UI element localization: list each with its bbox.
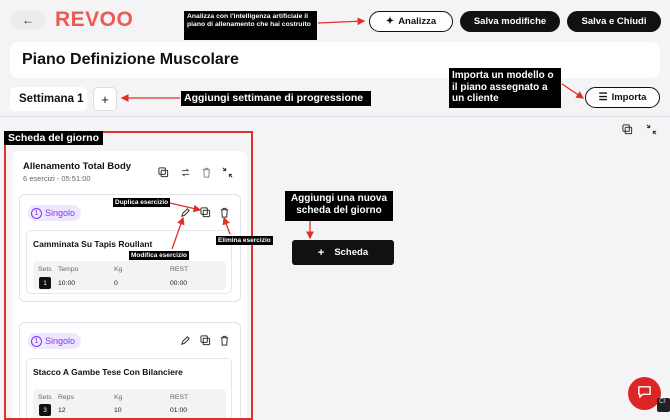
day-title: Allenamento Total Body <box>23 161 132 172</box>
layers-icon: ☰ <box>598 92 608 103</box>
kg-value: 0 <box>114 280 118 287</box>
col-reps: Reps <box>58 394 74 401</box>
arrow-left-icon: ← <box>22 13 34 27</box>
logo: REVOO <box>55 8 134 31</box>
col-rest: REST <box>170 394 189 401</box>
plus-icon: + <box>317 246 325 259</box>
magic-wand-icon: ✦ <box>385 16 395 27</box>
chat-bubble-icon <box>637 384 652 404</box>
annotation-add-day: Aggiungi una nuova scheda del giorno <box>285 191 393 221</box>
import-button[interactable]: ☰ Importa <box>585 87 660 108</box>
col-kg: Kg <box>114 266 123 273</box>
divider <box>0 116 670 117</box>
annotation-edit: Modifica esercizio <box>131 252 187 259</box>
annotation-duplicate: Duplica esercizio <box>115 199 169 206</box>
col-tempo: Tempo <box>58 266 79 273</box>
kg-value: 10 <box>114 407 122 414</box>
plan-title: Piano Definizione Muscolare <box>22 51 239 68</box>
rest-value: 01:00 <box>170 407 188 414</box>
save-close-button[interactable]: Salva e Chiudi <box>567 11 661 32</box>
add-day-button[interactable]: + Scheda <box>292 240 394 265</box>
reps-value: 12 <box>58 407 66 414</box>
annotation-frame <box>4 131 253 420</box>
sets-value: 3 <box>39 404 51 416</box>
col-kg: Kg <box>114 394 123 401</box>
tempo-value: 10:00 <box>58 280 76 287</box>
add-week-button[interactable]: + <box>93 87 117 111</box>
corner-tab[interactable]: Cl <box>657 398 670 412</box>
exercise-type-badge: 1 Singolo <box>28 205 81 221</box>
annotation-analyze: Analizza con l'intelligenza artificiale il piano di allenamento che hai costruito <box>184 11 317 40</box>
col-rest: REST <box>170 266 189 273</box>
tab-week-1[interactable]: Settimana 1 <box>10 87 87 111</box>
arrow-import <box>562 84 583 98</box>
arrow-analyze <box>318 21 364 23</box>
exercise-name: Stacco A Gambe Tese Con Bilanciere <box>33 367 183 377</box>
save-button[interactable]: Salva modifiche <box>460 11 560 32</box>
exercise-type-badge: 1 Singolo <box>28 333 81 349</box>
copy-icon[interactable] <box>621 123 633 135</box>
annotation-add-weeks: Aggiungi settimane di progressione <box>181 91 371 106</box>
plan-title-card[interactable] <box>10 42 660 78</box>
collapse-icon[interactable] <box>645 123 657 135</box>
analyze-button[interactable]: ✦ Analizza <box>369 11 453 32</box>
col-sets: Sets <box>38 266 52 273</box>
sets-value: 1 <box>39 277 51 289</box>
exercise-name: Camminata Su Tapis Roullant <box>33 239 153 249</box>
back-button[interactable] <box>11 10 45 30</box>
rest-value: 00:00 <box>170 280 188 287</box>
annotation-import: Importa un modello o il piano assegnato a un cliente <box>449 68 561 108</box>
annotation-day-card: Scheda del giorno <box>4 131 103 145</box>
col-sets: Sets <box>38 394 52 401</box>
day-subtitle: 6 esercizi - 05:51:00 <box>23 174 91 183</box>
annotation-delete: Elimina esercizio <box>218 237 271 244</box>
